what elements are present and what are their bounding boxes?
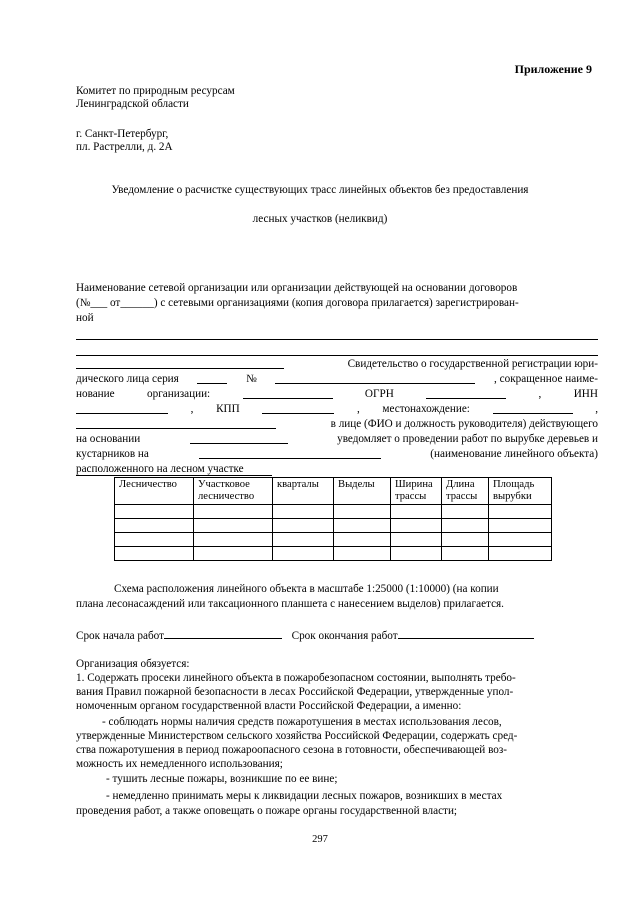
intro-line-2: (№___ от______) с сетевыми организациями (копия договора прилагается) зарегистрирован- (76, 297, 519, 309)
obligation-2-line-3: ства пожаротушения в период пожароопасного сезона в готовности, обеспечивающей воз- (76, 744, 508, 756)
col-header-district-forestry: Участковое лесничество (194, 478, 273, 505)
forest-plot-table (114, 477, 552, 561)
obligations-heading: Организация обязуется: (76, 658, 190, 670)
table-row[interactable] (115, 519, 552, 533)
start-date-field[interactable] (164, 628, 282, 639)
table-row[interactable] (115, 505, 552, 519)
location-comma: , (595, 403, 598, 415)
blank-rule-1[interactable] (76, 339, 598, 340)
addressee-line-1: Комитет по природным ресурсам (76, 85, 235, 97)
shrubs-label: кустарников на (76, 448, 149, 460)
blank-org-name[interactable] (76, 358, 284, 369)
number-sign: № (246, 373, 257, 385)
addressee-street: пл. Растрелли, д. 2А (76, 141, 173, 153)
blank-kpp[interactable] (262, 403, 334, 414)
person-text: в лице (ФИО и должность руководителя) действующего (330, 418, 598, 430)
reg-line-shrubs (76, 448, 598, 461)
naming-label: нование (76, 388, 115, 400)
basis-label: на основании (76, 433, 141, 445)
scheme-line-1: Схема расположения линейного объекта в масштабе 1:25000 (1:10000) (на копии (114, 583, 499, 595)
inn-comma: , (190, 403, 194, 415)
table-header-row (115, 478, 552, 505)
obligation-4-line-1: - немедленно принимать меры к ликвидации лесных пожаров, возникших в местах (106, 790, 503, 802)
kpp-comma: , (356, 403, 360, 415)
title-line-2: лесных участков (неликвид) (252, 213, 388, 225)
end-date-field[interactable] (398, 628, 534, 639)
certificate-text: Свидетельство о государственной регистрации юри- (347, 358, 598, 370)
inn-label: ИНН (573, 388, 598, 400)
blank-inn[interactable] (76, 403, 168, 414)
addressee-city: г. Санкт-Петербург, (76, 128, 169, 140)
reg-line-certificate (76, 358, 598, 371)
table-row[interactable] (115, 547, 552, 561)
col-header-forestry: Лесничество (115, 478, 194, 505)
page-number: 297 (312, 834, 328, 845)
reg-line-series (76, 373, 598, 386)
intro-line-3: ной (76, 312, 94, 324)
reg-line-kpp (76, 403, 598, 416)
obligation-1-line-3: номоченным органом государственной власти Российской Федерации, а именно: (76, 700, 462, 712)
start-date-label: Срок начала работ (76, 630, 165, 642)
blank-series[interactable] (197, 373, 227, 384)
scheme-line-2: плана лесонасаждений или таксационного планшета с нанесением выделов) прилагается. (76, 598, 504, 610)
addressee-line-2: Ленинградской области (76, 98, 189, 110)
organization-label: организации: (147, 388, 211, 400)
col-header-width: Ширина трассы (391, 478, 442, 505)
dates-line (76, 628, 534, 643)
blank-ogrn[interactable] (426, 388, 506, 399)
title-line-1: Уведомление о расчистке существующих трасс линейных объектов без предоставления (111, 184, 529, 196)
obligation-2-line-1: - соблюдать нормы наличия средств пожаротушения в местах использования лесов, (102, 716, 502, 728)
short-name-label: , сокращенное наиме- (494, 373, 598, 385)
basis-text: уведомляет о проведении работ по вырубке деревьев и (337, 433, 598, 445)
located-label: расположенного на лесном участке (76, 463, 244, 475)
obligation-3: - тушить лесные пожары, возникшие по ее вине; (106, 773, 338, 785)
linear-object-text: (наименование линейного объекта) (430, 448, 598, 460)
blank-organization[interactable] (243, 388, 333, 399)
kpp-label: КПП (216, 403, 240, 415)
reg-line-basis (76, 433, 598, 446)
blank-linear-object[interactable] (199, 448, 381, 459)
blank-basis[interactable] (190, 433, 288, 444)
blank-person[interactable] (76, 418, 276, 429)
series-label: дического лица серия (76, 373, 179, 385)
table-row[interactable] (115, 533, 552, 547)
end-date-label: Срок окончания работ (291, 630, 398, 642)
appendix-label: Приложение 9 (514, 62, 592, 76)
obligation-1-line-2: вания Правил пожарной безопасности в лесах Российской Федерации, утвержденные упол- (76, 686, 514, 698)
ogrn-comma: , (538, 388, 542, 400)
intro-line-1: Наименование сетевой организации или организации действующей на основании договоров (76, 282, 518, 294)
blank-location[interactable] (493, 403, 573, 414)
col-header-length: Длина трассы (442, 478, 489, 505)
reg-line-ogrn (76, 388, 598, 401)
obligation-2-line-2: утвержденные Министерством сельского хозяйства Российской Федерации, содержать сред- (76, 730, 518, 742)
col-header-quarters: кварталы (273, 478, 334, 505)
obligation-1-line-1: 1. Содержать просеки линейного объекта в пожаробезопасном состоянии, выполнять требо- (76, 672, 516, 684)
location-label: местонахождение: (382, 403, 470, 415)
blank-rule-2[interactable] (76, 355, 598, 356)
ogrn-label: ОГРН (364, 388, 394, 400)
reg-line-person (76, 418, 598, 431)
located-underline (76, 475, 272, 476)
blank-number[interactable] (275, 373, 475, 384)
located-text (76, 462, 246, 476)
col-header-plots: Выделы (334, 478, 391, 505)
obligation-4-line-2: проведения работ, а также оповещать о пожаре органы государственной власти; (76, 805, 458, 817)
col-header-area: Площадь вырубки (489, 478, 552, 505)
obligation-2-line-4: можность их немедленного использования; (76, 758, 283, 770)
